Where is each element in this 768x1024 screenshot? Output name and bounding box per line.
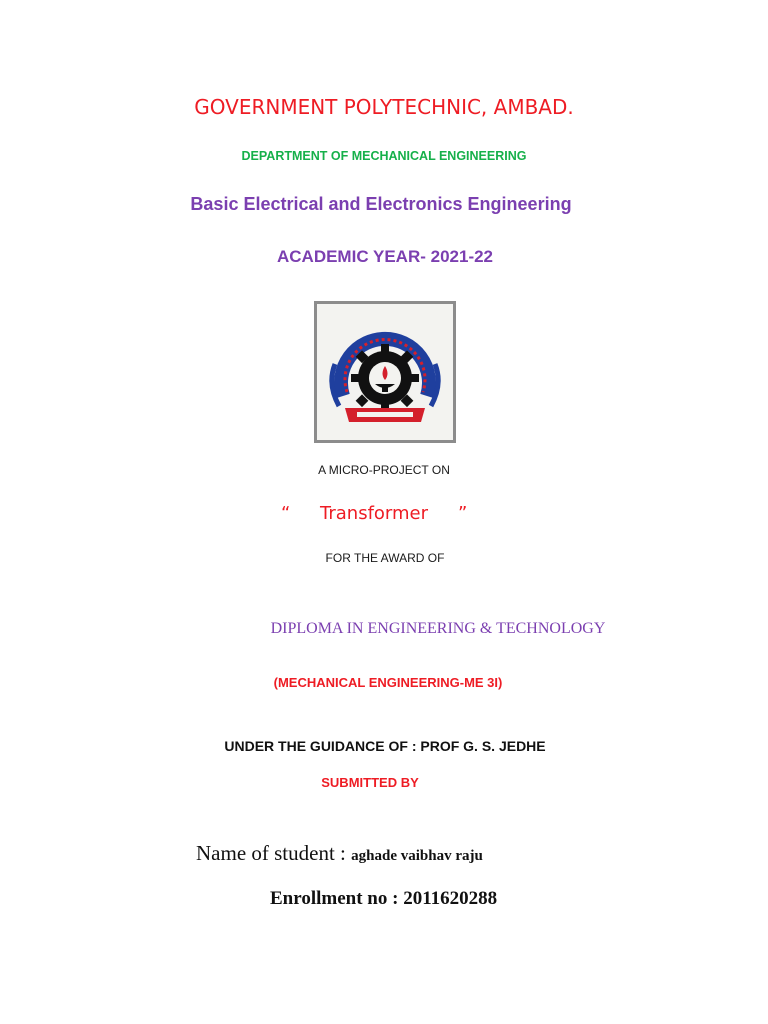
guidance-line: UNDER THE GUIDANCE OF : PROF G. S. JEDHE xyxy=(224,738,546,754)
close-quote: ” xyxy=(458,503,468,524)
enrollment-value: 2011620288 xyxy=(403,888,498,909)
open-quote: “ xyxy=(281,503,291,524)
branch-name: (MECHANICAL ENGINEERING-ME 3I) xyxy=(273,675,503,690)
academic-year: ACADEMIC YEAR- 2021-22 xyxy=(276,247,494,266)
project-title-row xyxy=(0,503,768,531)
diploma-title: DIPLOMA IN ENGINEERING & TECHNOLOGY xyxy=(270,620,606,637)
student-name-label: Name of student : xyxy=(196,841,346,865)
student-name-value: aghade vaibhav raju xyxy=(351,848,483,864)
award-text: FOR THE AWARD OF xyxy=(325,551,445,565)
college-name: GOVERNMENT POLYTECHNIC, AMBAD. xyxy=(194,95,574,119)
department-name: DEPARTMENT OF MECHANICAL ENGINEERING xyxy=(241,149,527,163)
college-emblem-icon xyxy=(317,304,453,440)
enrollment-label: Enrollment no : xyxy=(270,888,399,909)
project-topic: Transformer xyxy=(320,503,429,524)
subject-title: Basic Electrical and Electronics Engineering xyxy=(190,194,572,214)
submitted-by-label: SUBMITTED BY xyxy=(321,775,419,790)
micro-project-intro: A MICRO-PROJECT ON xyxy=(318,463,450,477)
student-name-row xyxy=(196,841,483,866)
college-emblem xyxy=(314,301,456,443)
enrollment-row xyxy=(270,888,497,910)
